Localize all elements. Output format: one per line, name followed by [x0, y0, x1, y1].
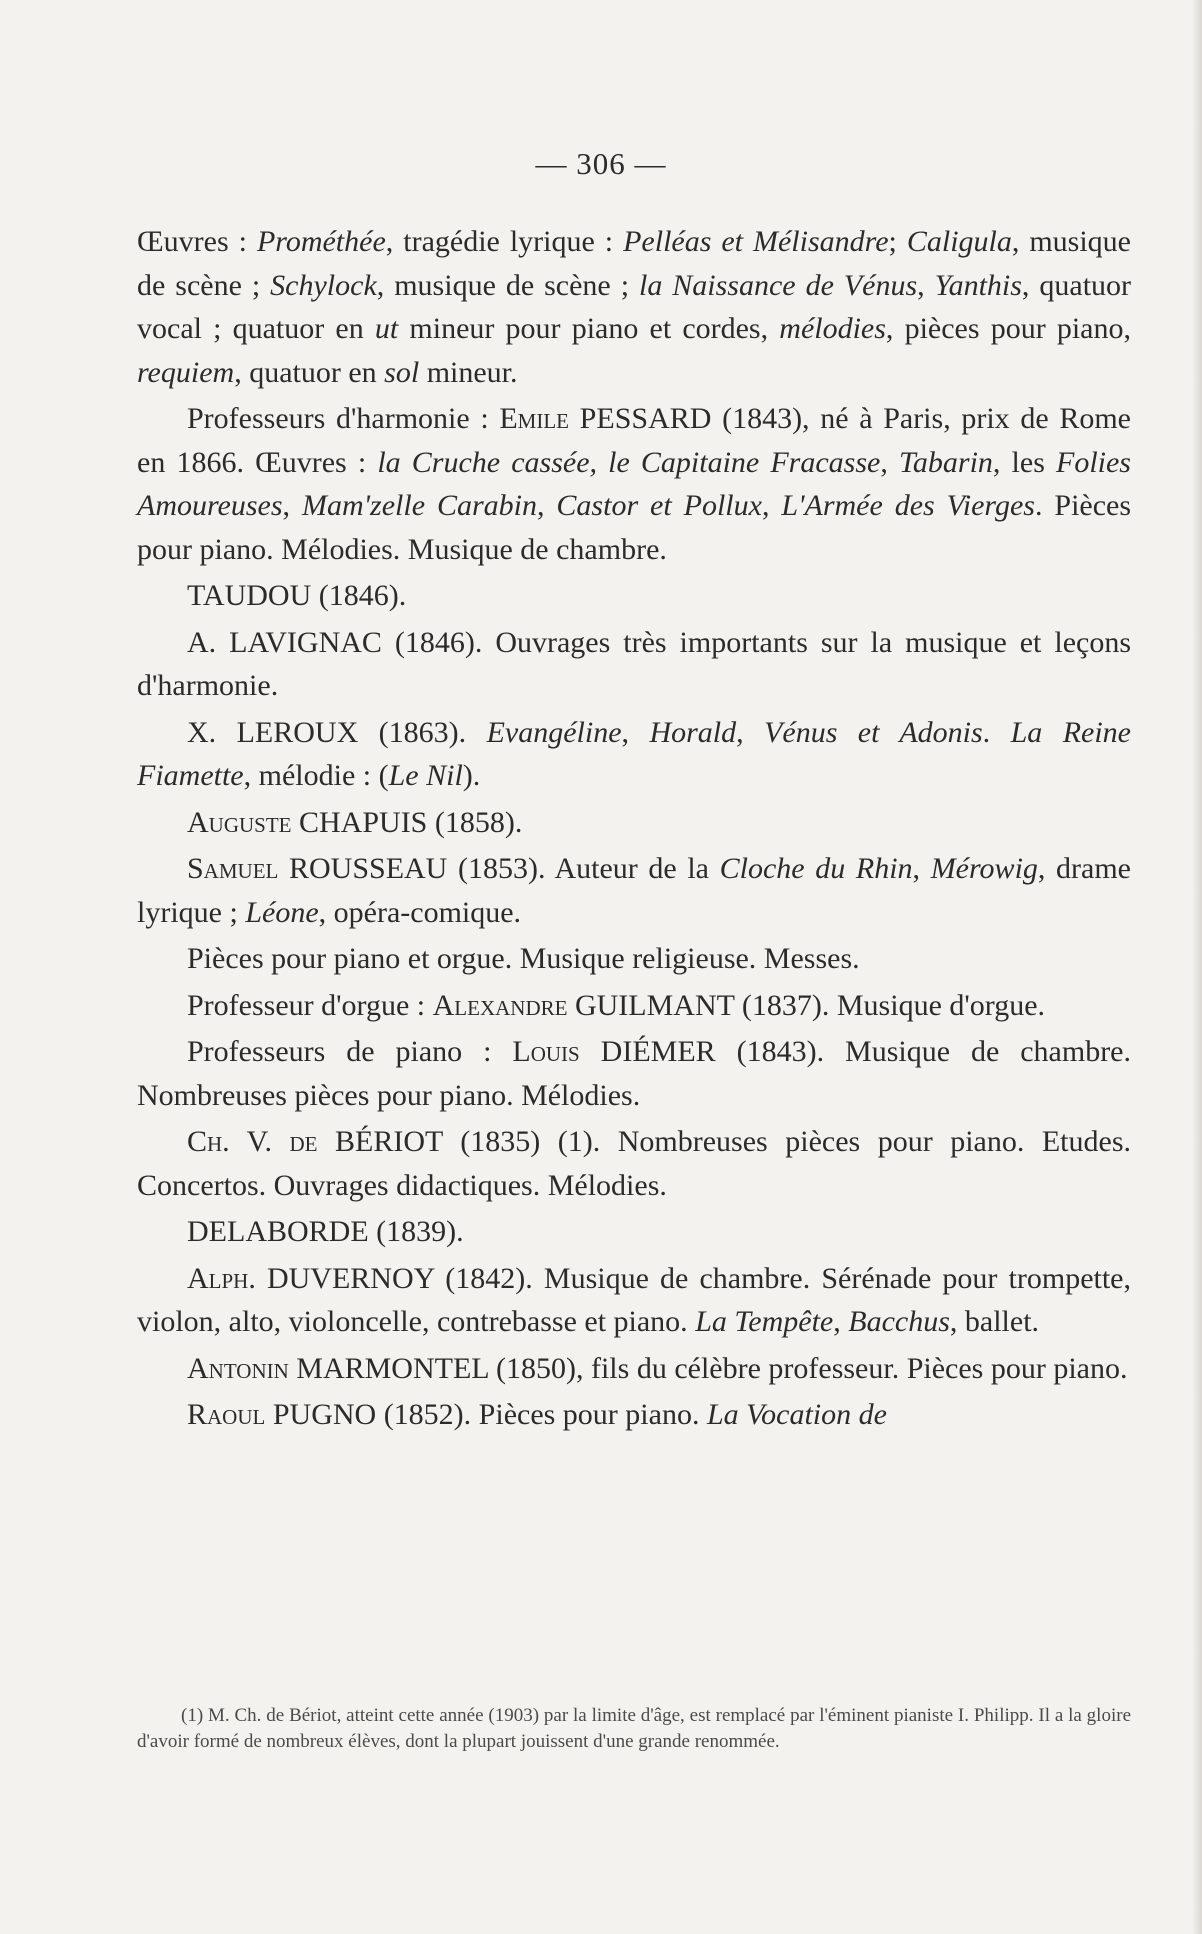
italic-text: Bacchus — [848, 1305, 950, 1338]
text-run: X. LEROUX (1863). — [187, 715, 487, 749]
italic-text: Castor et Pollux — [556, 489, 762, 522]
text-run: DUVERNOY (1842). Musique de chambre. Sérénade pour trompette, violon, alto, violoncelle, contrebasse et piano. — [137, 1261, 1131, 1338]
text-run — [272, 1125, 290, 1158]
italic-text: L'Armée des Vierges — [781, 489, 1035, 522]
italic-text: mélodies — [779, 312, 886, 345]
text-run: CHAPUIS (1858). — [291, 805, 523, 839]
italic-text: ut — [374, 312, 399, 345]
italic-text: Folies Amoureuses — [137, 445, 1131, 522]
text-run: Pièces pour piano et orgue. Musique religieuse. Messes. — [187, 942, 860, 975]
italic-text: Evangéline — [486, 715, 622, 749]
small-caps-text: Alph. — [187, 1261, 256, 1295]
text-run: A. LAVIGNAC (1846). Ouvrages très importants sur la musique et leçons d'harmonie. — [137, 625, 1131, 702]
text-run: , tragédie lyrique : — [385, 225, 624, 258]
small-caps-text: Samuel — [187, 852, 279, 885]
paragraph — [137, 711, 1131, 798]
italic-text: la Cruche cassée, le Capitaine Fracasse — [377, 445, 881, 479]
italic-text: Mam'zelle Carabin — [301, 489, 537, 522]
text-run: , — [833, 1305, 849, 1338]
text-run: BÉRIOT (1835) (1). Nombreuses pièces pour piano. Etudes. Concertos. Ouvrages didactiques. Mélodies. — [137, 1125, 1132, 1202]
text-run: ; — [888, 225, 907, 258]
italic-text: Tabarin — [898, 445, 993, 479]
text-run: DELABORDE (1839). — [187, 1215, 464, 1248]
italic-text: requiem — [137, 355, 235, 389]
italic-text: sol — [384, 355, 420, 389]
text-run: , ballet. — [949, 1305, 1040, 1338]
text-run: ). — [462, 759, 481, 792]
text-run: DIÉMER (1843). Musique de chambre. Nombreuses pièces pour piano. Mélodies. — [137, 1035, 1131, 1112]
text-run: , quatuor en — [234, 355, 385, 389]
italic-text: Caligula — [906, 225, 1012, 258]
text-run: , musique de scène ; — [376, 268, 639, 302]
text-run: , — [736, 715, 765, 749]
text-run: , les — [992, 445, 1056, 479]
text-run: Professeur d'orgue : — [187, 988, 433, 1022]
italic-text: Léone — [245, 895, 319, 929]
text-run: . — [982, 715, 1011, 749]
paragraph — [137, 574, 1131, 618]
text-run: , — [536, 489, 557, 522]
text-run: PESSARD (1843), né à Paris, prix de Rome en 1866. Œuvres : — [137, 402, 1131, 479]
text-run: ROUSSEAU (1853). Auteur de la — [278, 852, 720, 885]
italic-text: la Naissance de Vénus — [639, 268, 918, 302]
text-run: Professeurs de piano : — [187, 1035, 513, 1068]
text-run: , — [880, 445, 899, 479]
small-caps-text: Auguste — [187, 805, 292, 839]
italic-text: Mérowig — [930, 852, 1038, 885]
italic-text: Pelléas et Mélisandre — [623, 225, 889, 258]
text-run: , — [282, 489, 302, 522]
text-run: , — [761, 489, 782, 522]
small-caps-text: Antonin — [187, 1351, 289, 1385]
paragraph — [137, 801, 1131, 845]
text-run: , drame lyrique ; — [137, 852, 1131, 929]
text-run: mineur. — [419, 355, 518, 389]
paragraph — [137, 220, 1131, 394]
paragraph — [137, 397, 1131, 571]
small-caps-text: de — [289, 1125, 318, 1158]
text-run: , pièces pour piano, — [885, 312, 1131, 345]
paragraph — [137, 847, 1131, 934]
paragraph — [137, 1257, 1131, 1344]
text-run: . Pièces pour piano. Mélodies. Musique de chambre. — [137, 489, 1132, 566]
text-run: PUGNO (1852). Pièces pour piano. — [265, 1398, 707, 1431]
page-edge-shadow — [1192, 0, 1202, 1934]
italic-text: Cloche du Rhin — [719, 852, 913, 885]
italic-text: Schylock — [270, 268, 377, 302]
italic-text: Yanthis — [934, 268, 1022, 302]
paragraph — [137, 1393, 1131, 1437]
italic-text: La Reine Fiamette — [137, 715, 1131, 792]
page-body — [137, 220, 1131, 1437]
text-run: , — [912, 852, 931, 885]
small-caps-text: Alexandre — [432, 988, 568, 1022]
text-run: , musique de scène ; — [137, 225, 1131, 302]
paragraph — [137, 1347, 1131, 1391]
italic-text: La Vocation de — [706, 1398, 887, 1431]
page-number: — 306 — — [535, 146, 667, 181]
italic-text: Le Nil — [388, 759, 463, 792]
text-run: MARMONTEL (1850), fils du célèbre professeur. Pièces pour piano. — [288, 1351, 1128, 1385]
text-run: , — [621, 715, 650, 749]
small-caps-text: Raoul — [187, 1398, 266, 1431]
text-run: , — [917, 268, 935, 302]
text-run: , quatuor vocal ; quatuor en — [137, 268, 1132, 345]
italic-text: Horald — [649, 715, 737, 749]
text-run: Professeurs d'harmonie : — [187, 402, 500, 435]
paragraph — [137, 984, 1131, 1028]
paragraph — [137, 1210, 1131, 1254]
footnote: (1) M. Ch. de Bériot, atteint cette année (1903) par la limite d'âge, est remplacé par l'éminent pianiste I. Philipp. Il a la gloire d'avoir formé de nombreux élèves, dont la plupart jouissent d'une grande renommée. — [137, 1705, 1131, 1752]
italic-text: Vénus et Adonis — [764, 715, 983, 749]
small-caps-text: Emile — [499, 402, 570, 435]
paragraph — [137, 1120, 1131, 1207]
text-run: Œuvres : — [137, 225, 257, 258]
small-caps-text: Louis — [512, 1035, 580, 1068]
paragraph — [137, 937, 1131, 981]
paragraph — [137, 1030, 1131, 1117]
small-caps-text: Ch. V. — [187, 1125, 272, 1158]
text-run: GUILMANT (1837). Musique d'orgue. — [567, 988, 1046, 1022]
paragraph — [137, 621, 1131, 708]
text-run: , mélodie : ( — [243, 759, 389, 792]
italic-text: Prométhée — [256, 225, 386, 258]
text-run: TAUDOU (1846). — [187, 579, 407, 612]
italic-text: La Tempête — [695, 1305, 834, 1338]
text-run: , opéra-comique. — [318, 895, 522, 929]
text-run: mineur pour piano et cordes, — [398, 312, 780, 345]
